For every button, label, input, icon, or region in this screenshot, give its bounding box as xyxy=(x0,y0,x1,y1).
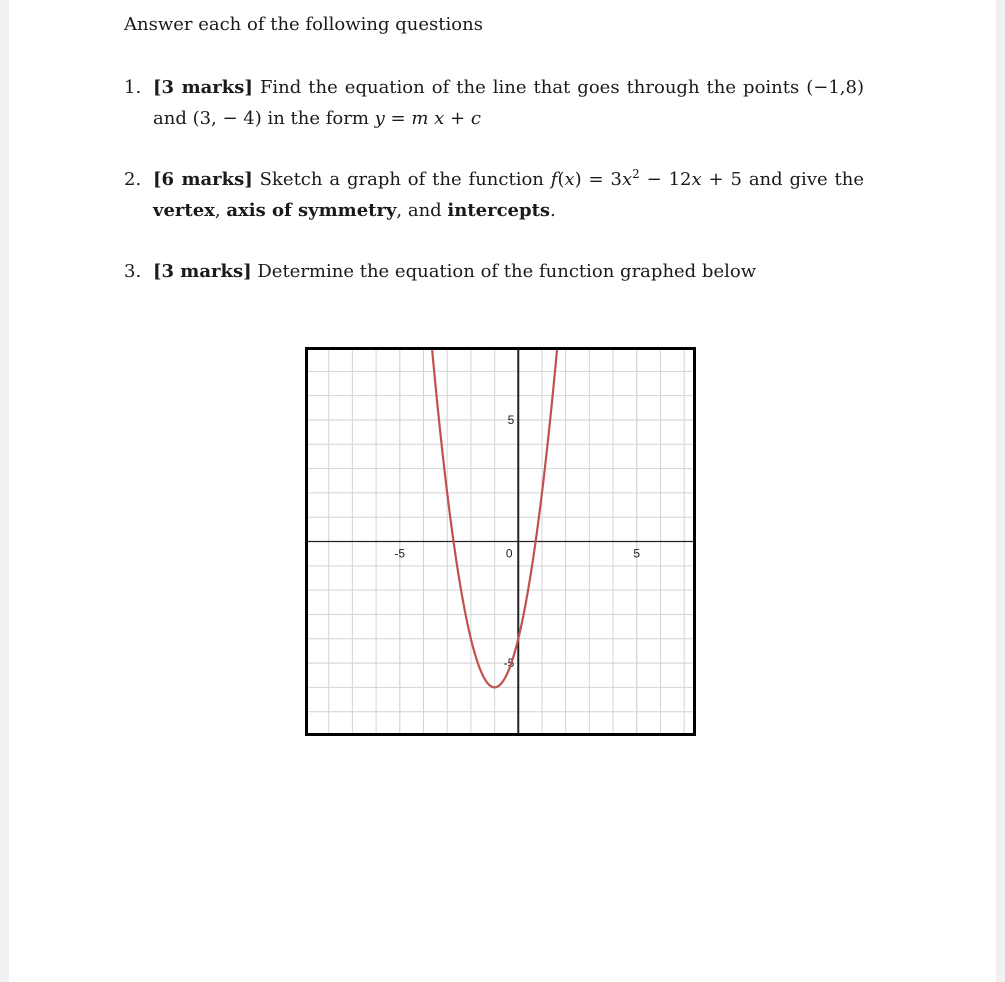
parabola-graph xyxy=(305,347,696,736)
question-3-number: 3. xyxy=(124,261,142,282)
question-1-formula: y = m x + c xyxy=(374,108,481,129)
y-tick-label: -5 xyxy=(503,656,515,671)
document-page xyxy=(9,0,996,982)
question-3-marks: [3 marks] xyxy=(153,261,252,282)
x-tick-label: -5 xyxy=(394,546,406,561)
y-tick-label: 5 xyxy=(507,412,515,427)
question-2-number: 2. xyxy=(124,169,142,190)
question-3 xyxy=(124,256,864,287)
question-2-marks: [6 marks] xyxy=(153,169,253,190)
question-2-text-post: and give the xyxy=(741,169,864,190)
question-1-text-line-1: Find the equation of the line that goes through the points (−1,8) xyxy=(259,77,864,98)
question-2-text-pre: Sketch a graph of the function xyxy=(259,169,551,190)
x-tick-label: 5 xyxy=(633,546,641,561)
question-2-function: $f(x) = 3x^2 - 12x + 5$ xyxy=(550,167,742,190)
question-2-text-line-2: vertex, axis of symmetry, and intercepts. xyxy=(153,200,556,221)
question-2 xyxy=(124,164,864,226)
instructions-heading: Answer each of the following questions xyxy=(124,14,483,35)
x-tick-label: 0 xyxy=(505,546,513,561)
question-1-text-line-2: and (3, − 4) in the form xyxy=(153,108,375,129)
question-1 xyxy=(124,72,864,134)
question-3-text: Determine the equation of the function graphed below xyxy=(257,261,757,282)
question-1-marks: [3 marks] xyxy=(153,77,253,98)
question-1-number: 1. xyxy=(124,77,142,98)
